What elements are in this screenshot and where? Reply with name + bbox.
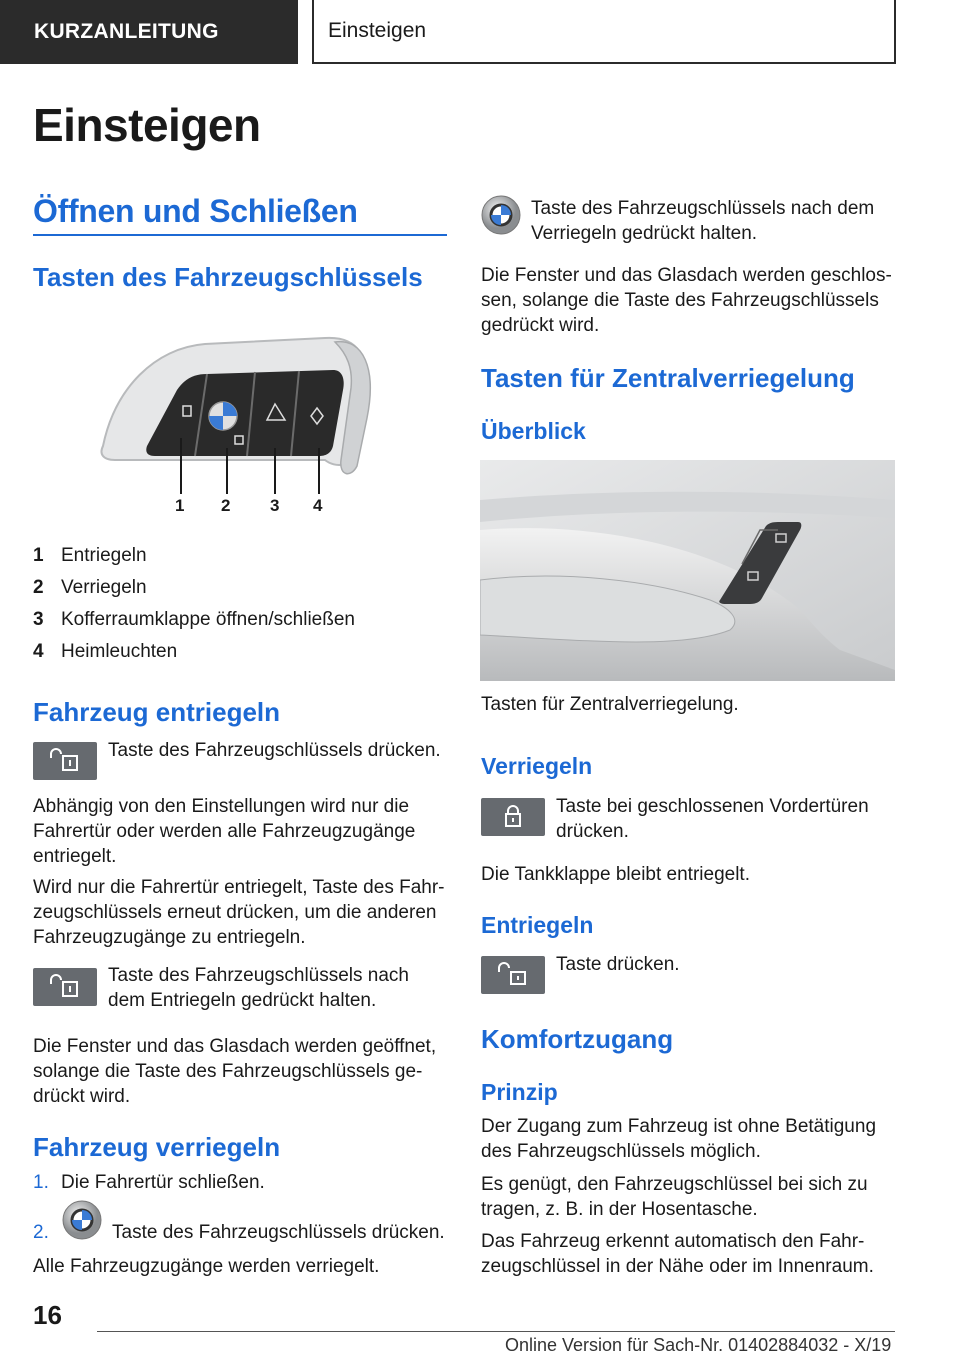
lock-icon <box>498 802 528 832</box>
bmw-key-icon <box>481 195 521 235</box>
legend-num: 1 <box>33 545 44 566</box>
text-line: drückt wird. <box>33 1086 131 1107</box>
text-line: zeugschlüssels erneut drücken, um die anderen <box>33 902 437 923</box>
legend-item <box>33 604 355 636</box>
heading-rule <box>33 234 447 236</box>
lock-central-instruction <box>556 794 869 844</box>
text-line: Fahrzeugzugänge zu entriegeln. <box>33 927 306 948</box>
door-panel-photo <box>480 460 895 681</box>
comfort-paragraph-2 <box>481 1172 868 1222</box>
comfort-paragraph-3 <box>481 1229 874 1279</box>
fuel-flap-note: Die Tankklappe bleibt entriegelt. <box>481 864 750 885</box>
step-text: Die Fahrertür schließen. <box>61 1172 265 1193</box>
text-line: zeugschlüssel in der Nähe oder im Innenraum. <box>481 1256 874 1277</box>
page-number: 16 <box>33 1300 62 1330</box>
key-label-4: 4 <box>313 496 323 515</box>
unlock-hold-button-icon <box>33 968 97 1006</box>
text-line: Taste des Fahrzeugschlüssels nach dem <box>531 198 875 219</box>
legend-text: Entriegeln <box>61 545 147 566</box>
unlock-instruction: Taste des Fahrzeugschlüssels drücken. <box>108 740 441 761</box>
heading-unlock-vehicle: Fahrzeug entriegeln <box>33 697 281 727</box>
unlock-paragraph-1 <box>33 794 415 869</box>
legend-text: Heimleuchten <box>61 641 178 662</box>
section-tab[interactable] <box>0 0 298 64</box>
legend-num: 4 <box>33 641 44 662</box>
legend-text: Kofferraumklappe öffnen/schließen <box>61 609 355 630</box>
heading-unlock: Entriegeln <box>481 912 594 938</box>
text-line: Es genügt, den Fahrzeugschlüssel bei sich zu <box>481 1174 868 1195</box>
key-legend <box>33 540 355 668</box>
page-title: Einsteigen <box>33 99 261 151</box>
chapter-tab[interactable] <box>312 0 896 64</box>
lock-step-2 <box>33 1220 61 1245</box>
lock-paragraph-2 <box>481 263 892 338</box>
lock-step-2-text: Taste des Fahrzeugschlüssels drücken. <box>112 1222 445 1243</box>
heading-open-close: Öffnen und Schließen <box>33 193 358 229</box>
heading-key-buttons: Tasten des Fahrzeugschlüssels <box>33 262 423 292</box>
unlock-icon <box>45 972 85 1002</box>
footer-rule <box>97 1331 895 1332</box>
unlock-icon <box>495 960 531 990</box>
text-line: Die Fenster und das Glasdach werden geöffnet, <box>33 1036 437 1057</box>
text-line: Verriegeln gedrückt halten. <box>531 223 758 244</box>
lock-hold-instruction <box>531 196 874 246</box>
footer-text: Online Version für Sach-Nr. 01402884032 - X/19 <box>505 1335 892 1355</box>
unlock-hold-instruction <box>108 963 409 1013</box>
text-line: solange die Taste des Fahrzeugschlüssels ge- <box>33 1061 423 1082</box>
unlock-central-instruction: Taste drücken. <box>556 954 680 975</box>
text-line: Der Zugang zum Fahrzeug ist ohne Betätigung <box>481 1116 877 1137</box>
comfort-paragraph-1 <box>481 1114 876 1164</box>
photo-caption: Tasten für Zentralverriegelung. <box>481 694 739 715</box>
legend-num: 2 <box>33 577 44 598</box>
key-label-3: 3 <box>270 496 280 515</box>
step-num: 2. <box>33 1222 49 1243</box>
lock-button-icon <box>481 798 545 836</box>
legend-text: Verriegeln <box>61 577 147 598</box>
text-line: Taste des Fahrzeugschlüssels nach <box>108 965 409 986</box>
text-line: Abhängig von den Einstellungen wird nur die <box>33 796 410 817</box>
lock-paragraph-1: Alle Fahrzeugzugänge werden verriegelt. <box>33 1256 380 1277</box>
lock-step-1 <box>33 1170 265 1195</box>
heading-overview: Überblick <box>481 418 586 444</box>
key-fob-illustration <box>95 328 395 524</box>
legend-item <box>33 572 355 604</box>
legend-num: 3 <box>33 609 44 630</box>
heading-central-locking: Tasten für Zentralverriegelung <box>481 363 855 393</box>
section-tab-label: KURZANLEITUNG <box>34 20 219 43</box>
text-line: Fahrertür oder werden alle Fahrzeugzugänge <box>33 821 416 842</box>
unlock-paragraph-2 <box>33 875 445 950</box>
text-line: Taste bei geschlossenen Vordertüren <box>556 796 869 817</box>
unlock-paragraph-3 <box>33 1034 436 1109</box>
text-line: des Fahrzeugschlüssels möglich. <box>481 1141 761 1162</box>
legend-item <box>33 636 355 668</box>
text-line: entriegelt. <box>33 846 117 867</box>
text-line: tragen, z. B. in der Hosentasche. <box>481 1199 758 1220</box>
heading-comfort-access: Komfortzugang <box>481 1024 674 1054</box>
step-num: 1. <box>33 1172 49 1193</box>
text-line: Die Fenster und das Glasdach werden geschlos- <box>481 265 892 286</box>
unlock-icon <box>45 746 85 776</box>
text-line: dem Entriegeln gedrückt halten. <box>108 990 377 1011</box>
heading-lock-vehicle: Fahrzeug verriegeln <box>33 1132 281 1162</box>
text-line: drücken. <box>556 821 629 842</box>
bmw-key-icon <box>62 1200 102 1240</box>
text-line: sen, solange die Taste des Fahrzeugschlüssels <box>481 290 879 311</box>
key-label-1: 1 <box>175 496 185 515</box>
text-line: Wird nur die Fahrertür entriegelt, Taste des Fahr- <box>33 877 445 898</box>
text-line: gedrückt wird. <box>481 315 600 336</box>
heading-lock: Verriegeln <box>481 753 593 779</box>
chapter-tab-label: Einsteigen <box>328 19 427 42</box>
legend-item <box>33 540 355 572</box>
unlock-key-button-icon <box>33 742 97 780</box>
text-line: Das Fahrzeug erkennt automatisch den Fahr- <box>481 1231 865 1252</box>
key-label-2: 2 <box>221 496 231 515</box>
heading-principle: Prinzip <box>481 1079 558 1105</box>
unlock-button-icon <box>481 956 545 994</box>
